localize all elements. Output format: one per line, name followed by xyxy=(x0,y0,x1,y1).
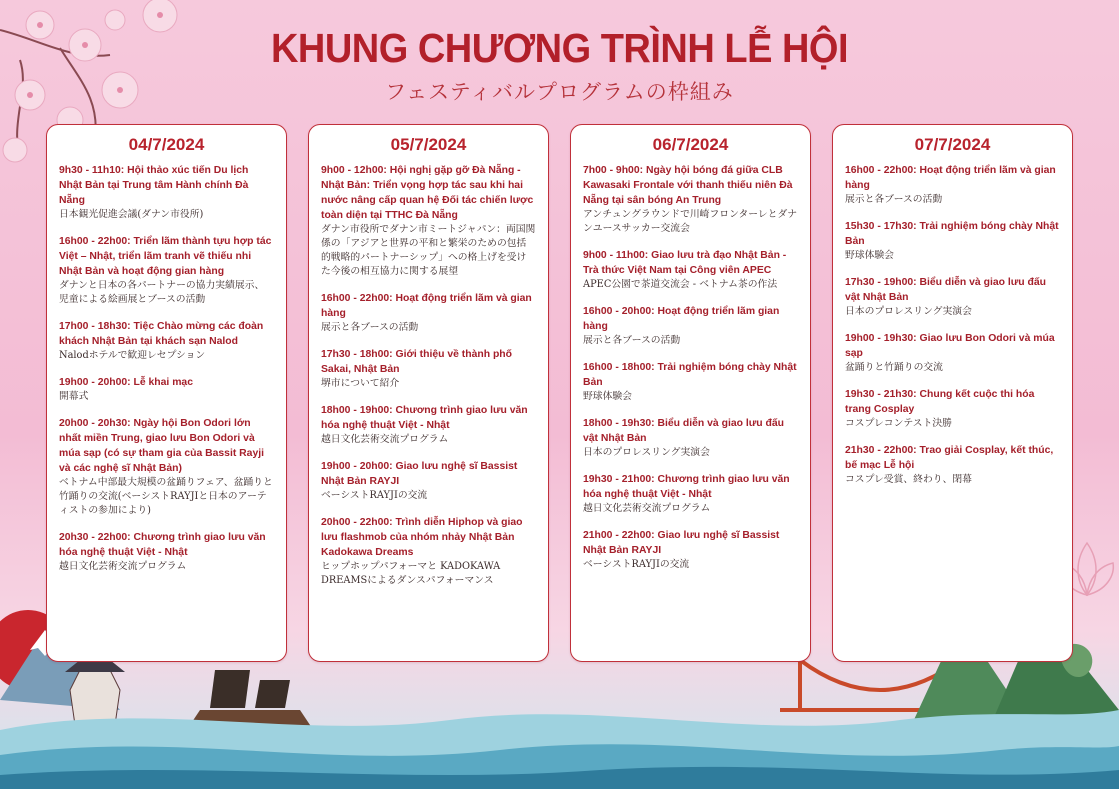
event-item xyxy=(59,416,274,518)
event-jp: コスプレコンテスト決勝 xyxy=(845,418,952,429)
event-item xyxy=(583,416,798,460)
event-jp: 展示と各ブースの活動 xyxy=(321,322,419,333)
event-vn: 16h00 - 22h00: Hoạt động triển lãm và gian hàng xyxy=(321,293,532,319)
event-vn: 19h00 - 20h00: Giao lưu nghệ sĩ Bassist Nhật Bản RAYJI xyxy=(321,461,518,487)
event-vn: 16h00 - 22h00: Hoạt động triển lãm và gian hàng xyxy=(845,165,1056,191)
event-item xyxy=(845,387,1060,431)
event-vn: 16h00 - 20h00: Hoạt động triển lãm gian hàng xyxy=(583,306,780,332)
event-vn: 17h00 - 18h30: Tiệc Chào mừng các đoàn khách Nhật Bản tại khách sạn Nalod xyxy=(59,321,264,347)
event-vn: 20h30 - 22h00: Chương trình giao lưu văn hóa nghệ thuật Việt - Nhật xyxy=(59,532,266,558)
event-item xyxy=(321,459,536,503)
event-vn: 16h00 - 18h00: Trải nghiệm bóng chày Nhật Bản xyxy=(583,362,797,388)
event-vn: 17h30 - 18h00: Giới thiệu về thành phố Sakai, Nhật Bản xyxy=(321,349,512,375)
event-jp: 越日文化芸術交流プログラム xyxy=(583,503,711,514)
event-vn: 16h00 - 22h00: Triển lãm thành tựu hợp tác Việt – Nhật, triển lãm tranh vẽ thiếu nhi Nhật Bản và hoạt động gian hàng xyxy=(59,236,272,277)
event-item xyxy=(845,443,1060,487)
event-item xyxy=(59,530,274,574)
event-jp: ベーシストRAYJIの交流 xyxy=(583,559,690,570)
event-vn: 19h00 - 20h00: Lễ khai mạc xyxy=(59,377,193,388)
event-vn: 19h30 - 21h00: Chương trình giao lưu văn hóa nghệ thuật Việt - Nhật xyxy=(583,474,790,500)
event-vn: 9h00 - 11h00: Giao lưu trà đạo Nhật Bản - Trà thức Việt Nam tại Công viên APEC xyxy=(583,250,787,276)
page-subtitle: フェスティバルプログラムの枠組み xyxy=(385,80,734,104)
event-item xyxy=(845,219,1060,263)
event-jp: 越日文化芸術交流プログラム xyxy=(321,434,449,445)
event-item xyxy=(321,291,536,335)
event-item xyxy=(59,234,274,307)
event-vn: 15h30 - 17h30: Trải nghiệm bóng chày Nhật Bản xyxy=(845,221,1059,247)
event-vn: 9h30 - 11h10: Hội thảo xúc tiến Du lịch Nhật Bản tại Trung tâm Hành chính Đà Nẵng xyxy=(59,165,249,206)
event-jp: 野球体験会 xyxy=(583,391,632,402)
event-jp: アンチュングラウンドで川崎フロンターレとダナンユースサッカー交流会 xyxy=(583,209,798,234)
page-title: KHUNG CHƯƠNG TRÌNH LỄ HỘI xyxy=(270,26,849,72)
day-date: 04/7/2024 xyxy=(128,135,205,154)
event-item xyxy=(321,163,536,279)
event-jp: 展示と各ブースの活動 xyxy=(583,335,681,346)
event-jp: APEC公園で茶道交流会 - ベトナム茶の作法 xyxy=(583,279,778,290)
day-date: 05/7/2024 xyxy=(390,135,467,154)
event-item xyxy=(321,347,536,391)
event-jp: 堺市について紹介 xyxy=(321,378,400,389)
day-date: 06/7/2024 xyxy=(652,135,729,154)
event-item xyxy=(583,360,798,404)
event-jp: コスプレ受賞、終わり、閉幕 xyxy=(845,474,972,485)
event-jp: 日本観光促進会議(ダナン市役所) xyxy=(59,209,204,220)
event-vn: 18h00 - 19h30: Biểu diễn và giao lưu đấu vật Nhật Bản xyxy=(583,418,784,444)
event-item xyxy=(845,331,1060,375)
event-item xyxy=(59,163,274,222)
event-jp: Nalodホテルで歓迎レセプション xyxy=(59,350,206,361)
event-jp: 野球体験会 xyxy=(845,250,894,261)
event-vn: 19h30 - 21h30: Chung kết cuộc thi hóa trang Cosplay xyxy=(845,389,1035,415)
event-item xyxy=(583,163,798,236)
event-vn: 20h00 - 22h00: Trình diễn Hiphop và giao lưu flashmob của nhóm nhảy Nhật Bản Kadokawa Dreams xyxy=(321,517,523,558)
event-jp: 日本のプロレスリング実演会 xyxy=(845,306,972,317)
event-jp: 開幕式 xyxy=(59,391,89,402)
event-item xyxy=(845,163,1060,207)
event-vn: 21h30 - 22h00: Trao giải Cosplay, kết thúc, bế mạc Lễ hội xyxy=(845,445,1054,471)
event-vn: 19h00 - 19h30: Giao lưu Bon Odori và múa sạp xyxy=(845,333,1055,359)
day-card xyxy=(570,124,811,662)
event-item xyxy=(583,248,798,292)
event-item xyxy=(583,472,798,516)
day-card xyxy=(46,124,287,662)
day-card xyxy=(308,124,549,662)
event-item xyxy=(583,528,798,572)
event-vn: 18h00 - 19h00: Chương trình giao lưu văn hóa nghệ thuật Việt - Nhật xyxy=(321,405,528,431)
event-vn: 20h00 - 20h30: Ngày hội Bon Odori lớn nhất miền Trung, giao lưu Bon Odori và múa sạp (có sự tham gia của Bassit Rayji và các nghệ sĩ Nhật Bản) xyxy=(59,418,265,474)
event-jp: 越日文化芸術交流プログラム xyxy=(59,561,187,572)
event-item xyxy=(59,319,274,363)
day-date: 07/7/2024 xyxy=(914,135,991,154)
event-jp: 盆踊りと竹踊りの交流 xyxy=(845,362,943,373)
event-item xyxy=(845,275,1060,319)
event-item xyxy=(321,515,536,588)
event-vn: 7h00 - 9h00: Ngày hội bóng đá giữa CLB Kawasaki Frontale với thanh thiếu niên Đà Nẵng tại sân bóng An Trung xyxy=(583,165,793,206)
event-jp: ダナンと日本の各パートナーの協力実績展示、児童による絵画展とブースの活動 xyxy=(59,280,265,305)
event-item xyxy=(59,375,274,404)
event-vn: 17h30 - 19h00: Biểu diễn và giao lưu đấu vật Nhật Bản xyxy=(845,277,1046,303)
event-vn: 9h00 - 12h00: Hội nghị gặp gỡ Đà Nẵng - Nhật Bản: Triển vọng hợp tác sau khi hai nước nâng cấp quan hệ Đối tác chiến lược toàn diện tại TTHC Đà Nẵng xyxy=(321,165,534,221)
day-card xyxy=(832,124,1073,662)
event-jp: ダナン市役所でダナン市ミートジャパン：両国関係の「アジアと世界の平和と繁栄のための包括的戦略的パートナーシップ」への格上げを受けた今後の相互協力に関する展望 xyxy=(321,224,536,277)
event-jp: ベーシストRAYJIの交流 xyxy=(321,490,428,501)
event-jp: 日本のプロレスリング実演会 xyxy=(583,447,710,458)
event-vn: 21h00 - 22h00: Giao lưu nghệ sĩ Bassist Nhật Bản RAYJI xyxy=(583,530,780,556)
event-jp: ベトナム中部最大規模の盆踊りフェア、盆踊りと竹踊りの交流(ベーシストRAYJIと日本のアーティストの参加により) xyxy=(59,477,273,516)
event-jp: ヒップホップパフォーマと KADOKAWA DREAMSによるダンスパフォーマンス xyxy=(321,561,501,586)
event-item xyxy=(583,304,798,348)
event-jp: 展示と各ブースの活動 xyxy=(845,194,943,205)
event-item xyxy=(321,403,536,447)
